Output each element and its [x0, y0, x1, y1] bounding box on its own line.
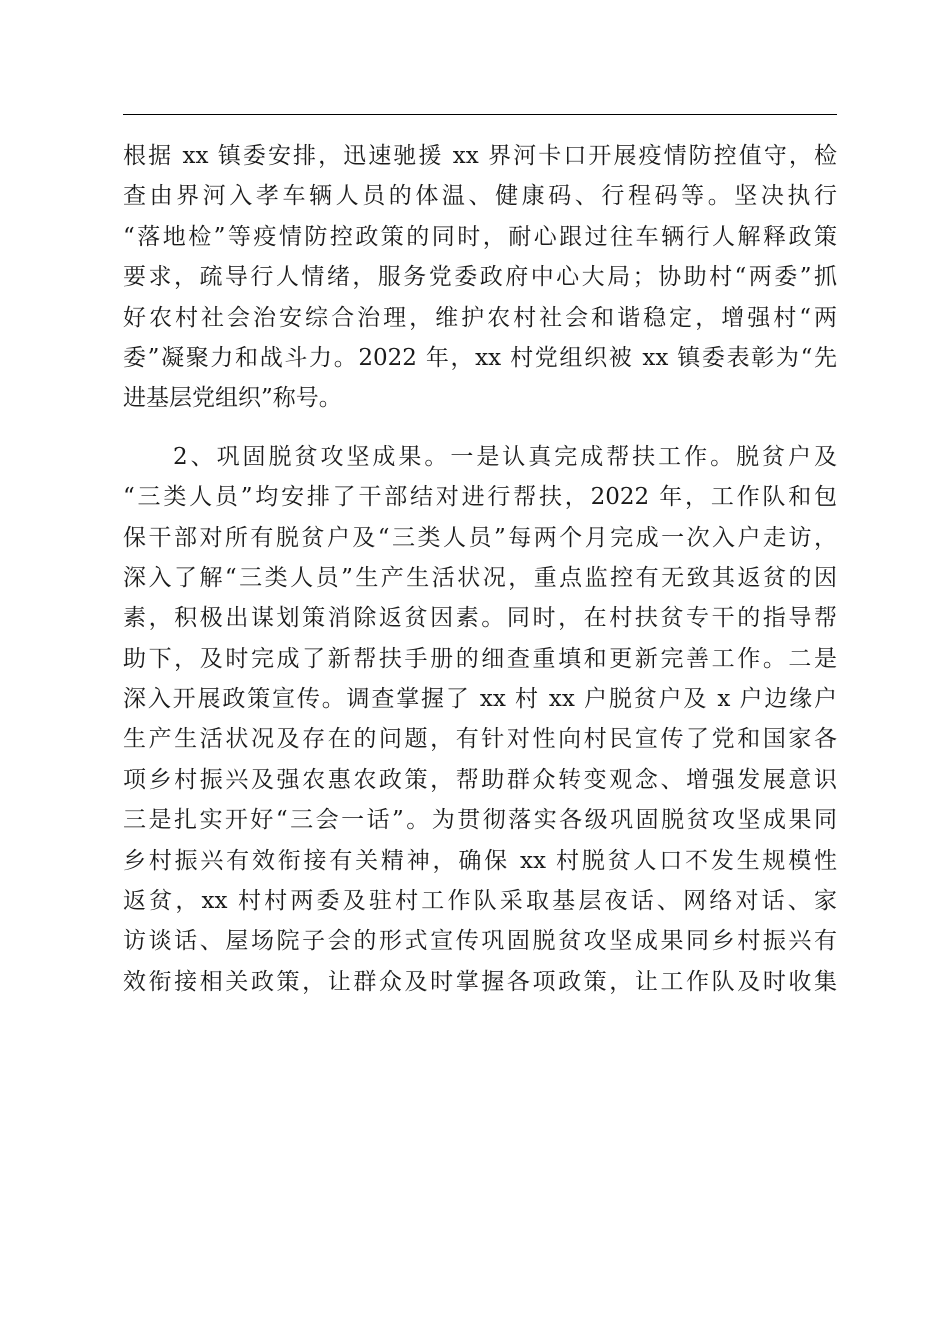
paragraph-1	[123, 136, 837, 419]
text-line: 要求，疏导行人情绪，服务党委政府中心大局；协助村“两委”抓	[123, 264, 837, 291]
text-line: 进基层党组织”称号。	[123, 385, 342, 412]
text-line: 生产生活状况及存在的问题，有针对性向村民宣传了党和国家各	[123, 726, 837, 753]
text-line: “三类人员”均安排了干部结对进行帮扶，2022 年，工作队和包	[123, 484, 837, 511]
text-line: 委”凝聚力和战斗力。2022 年，xx 村党组织被 xx 镇委表彰为“先	[123, 344, 837, 371]
text-line: 助下，及时完成了新帮扶手册的细查重填和更新完善工作。二是	[123, 645, 837, 672]
text-line: 保干部对所有脱贫户及“三类人员”每两个月完成一次入户走访，	[123, 524, 837, 551]
text-line: 查由界河入孝车辆人员的体温、健康码、行程码等。坚决执行	[123, 183, 837, 210]
text-line: 根据 xx 镇委安排，迅速驰援 xx 界河卡口开展疫情防控值守，检	[123, 143, 837, 169]
text-line: 2、巩固脱贫攻坚成果。一是认真完成帮扶工作。脱贫户及	[173, 443, 837, 470]
text-line: 返贫，xx 村村两委及驻村工作队采取基层夜话、网络对话、家	[123, 888, 837, 915]
text-line: 项乡村振兴及强农惠农政策，帮助群众转变观念、增强发展意识	[123, 766, 837, 793]
text-line: 深入了解“三类人员”生产生活状况，重点监控有无致其返贫的因	[123, 564, 837, 591]
text-line: 三是扎实开好“三会一话”。为贯彻落实各级巩固脱贫攻坚成果同	[123, 807, 837, 834]
text-line: 乡村振兴有效衔接有关精神，确保 xx 村脱贫人口不发生规模性	[123, 847, 837, 874]
text-line: 访谈话、屋场院子会的形式宣传巩固脱贫攻坚成果同乡村振兴有	[123, 928, 837, 955]
paragraph-2	[123, 437, 837, 1002]
text-line: 好农村社会治安综合治理，维护农村社会和谐稳定，增强村“两	[123, 304, 837, 331]
header-rule	[123, 114, 837, 115]
body-text	[123, 136, 837, 1002]
text-line: 素，积极出谋划策消除返贫因素。同时，在村扶贫专干的指导帮	[123, 605, 837, 632]
paragraph-gap	[123, 419, 837, 437]
text-line: 效衔接相关政策，让群众及时掌握各项政策，让工作队及时收集	[123, 968, 837, 995]
text-line: 深入开展政策宣传。调查掌握了 xx 村 xx 户脱贫户及 x 户边缘户	[123, 686, 837, 713]
text-line: “落地检”等疫情防控政策的同时，耐心跟过往车辆行人解释政策	[123, 223, 837, 250]
